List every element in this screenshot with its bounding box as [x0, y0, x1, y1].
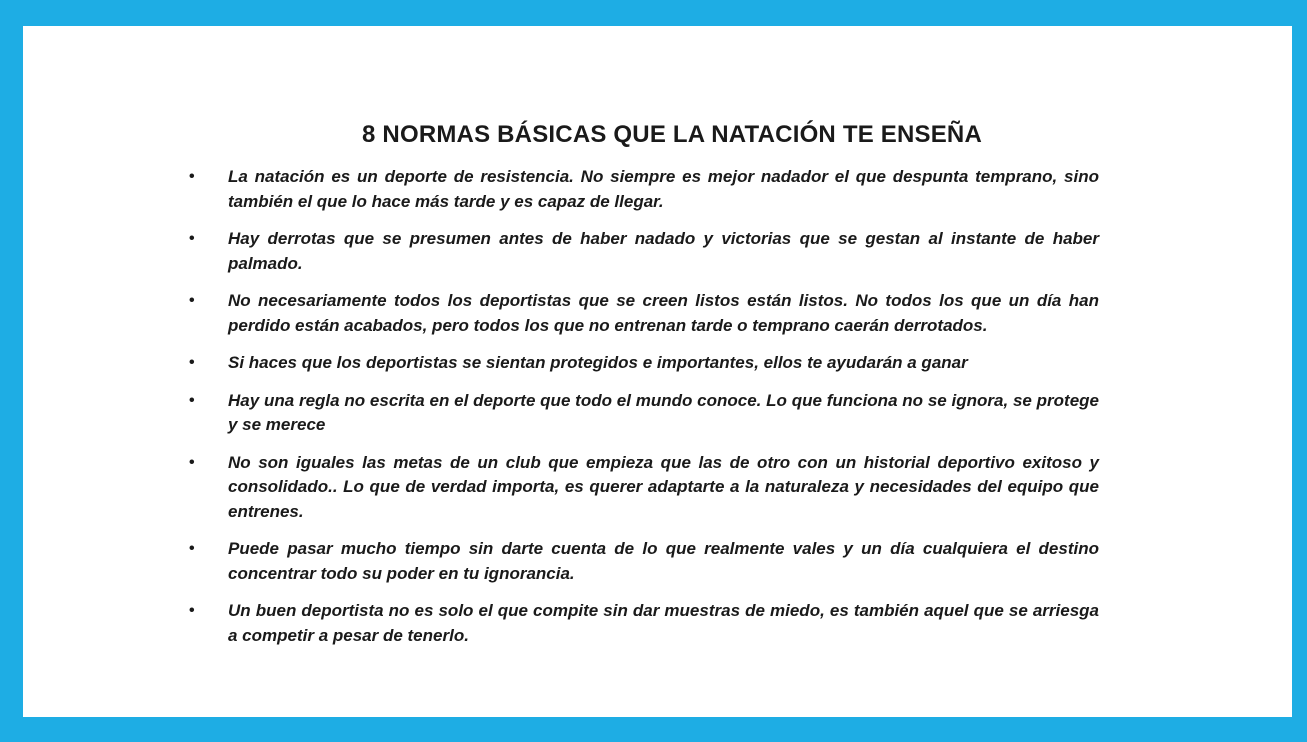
rule-text: No necesariamente todos los deportistas que se creen listos están listos. No todos los que un día han perdido están acabados, pero todos los que no entrenan tarde o temprano caerán derrotados.: [228, 291, 1099, 335]
rule-item-4: [189, 351, 1099, 376]
rule-item-1: [189, 165, 1099, 214]
bullet-icon: •: [189, 354, 195, 371]
bullet-icon: •: [189, 168, 195, 185]
rule-item-2: [189, 227, 1099, 276]
document-page: [23, 26, 1292, 717]
bullet-icon: •: [189, 292, 195, 309]
rule-text: La natación es un deporte de resistencia. No siempre es mejor nadador el que despunta temprano, sino también el que lo hace más tarde y es capaz de llegar.: [228, 167, 1099, 211]
rule-item-5: [189, 389, 1099, 438]
rule-item-3: [189, 289, 1099, 338]
bullet-icon: •: [189, 602, 195, 619]
rule-text: No son iguales las metas de un club que empieza que las de otro con un historial deportivo exitoso y consolidado.. Lo que de verdad importa, es querer adaptarte a la naturaleza y necesidades del equipo que entrenes.: [228, 452, 1099, 521]
rules-list: [189, 165, 1099, 661]
rule-text: Si haces que los deportistas se sientan protegidos e importantes, ellos te ayudarán a ganar: [228, 353, 968, 372]
rule-text: Hay una regla no escrita en el deporte que todo el mundo conoce. Lo que funciona no se ignora, se protege y se merece: [228, 390, 1099, 434]
rule-item-6: [189, 451, 1099, 525]
document-title: 8 NORMAS BÁSICAS QUE LA NATACIÓN TE ENSEÑA: [362, 121, 982, 148]
bullet-icon: •: [189, 453, 195, 471]
bullet-icon: •: [189, 540, 195, 557]
bullet-icon: •: [189, 230, 195, 247]
bullet-icon: •: [189, 391, 195, 409]
rule-text: Un buen deportista no es solo el que compite sin dar muestras de miedo, es también aquel que se arriesga a competir a pesar de tenerlo.: [228, 601, 1099, 645]
rule-text: Hay derrotas que se presumen antes de haber nadado y victorias que se gestan al instante de haber palmado.: [228, 229, 1099, 273]
rule-text: Puede pasar mucho tiempo sin darte cuenta de lo que realmente vales y un día cualquiera el destino concentrar todo su poder en tu ignorancia.: [228, 539, 1099, 583]
rule-item-8: [189, 599, 1099, 648]
rule-item-7: [189, 537, 1099, 586]
